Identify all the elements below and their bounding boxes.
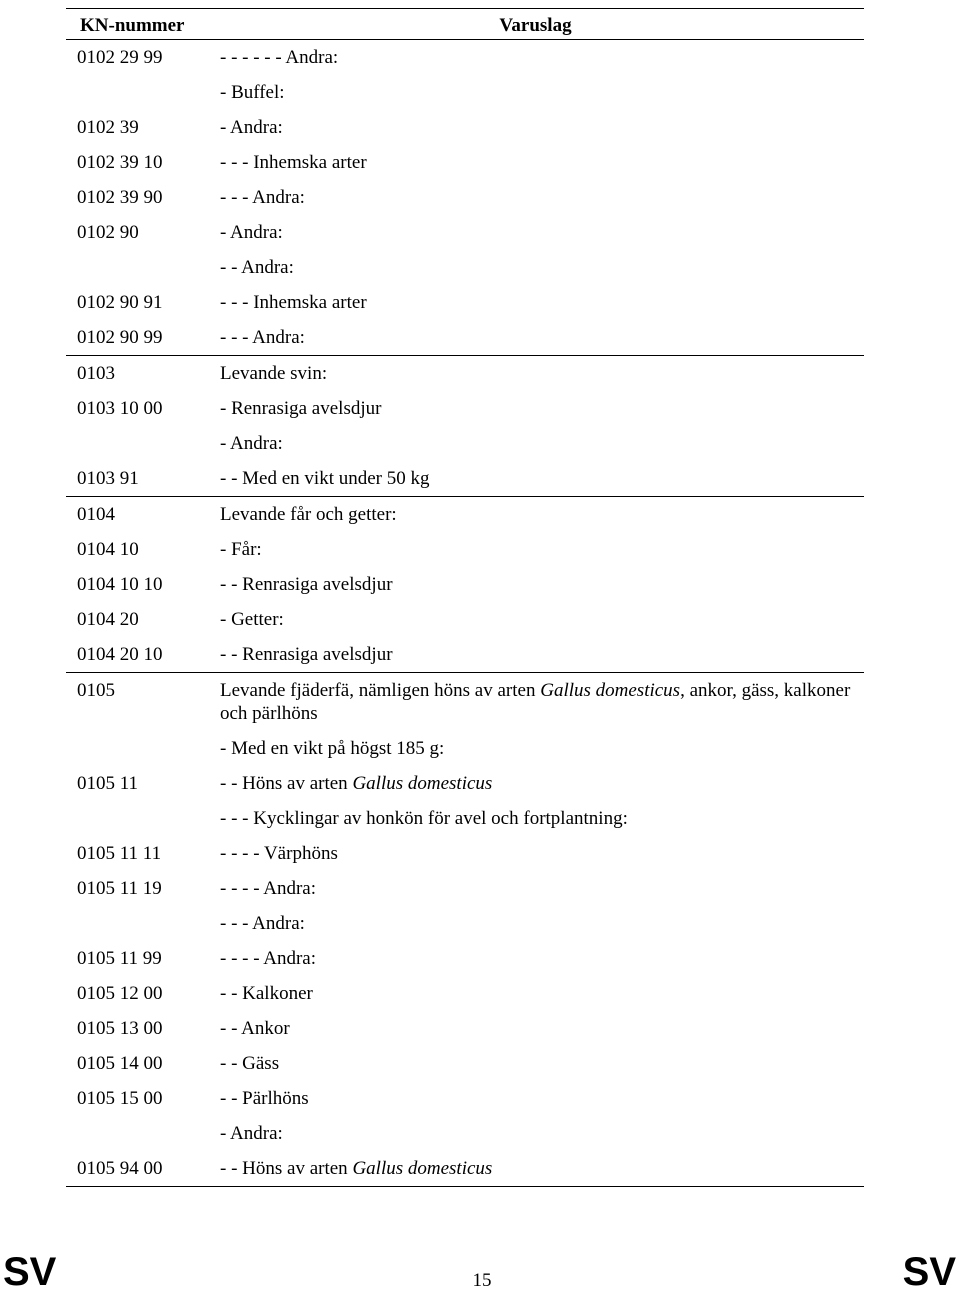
kn-code-cell: 0102 29 99 [77, 47, 163, 68]
kn-code-cell [66, 801, 217, 836]
table-row [66, 567, 864, 602]
species-name: Gallus domesticus [540, 680, 681, 701]
table-row [66, 250, 864, 285]
kn-code-cell: 0105 11 11 [77, 843, 162, 864]
kn-code-cell: 0103 10 00 [77, 398, 163, 419]
table-row [66, 673, 864, 732]
kn-code-cell: 0104 10 10 [77, 574, 163, 595]
header-varuslag: Varuslag [217, 9, 864, 40]
table-row [66, 40, 864, 76]
table-row [66, 497, 864, 533]
table-row [66, 871, 864, 906]
description-cell [217, 731, 864, 766]
description-text: - - - Inhemska arter [220, 152, 367, 173]
kn-code-cell: 0105 [77, 680, 115, 701]
kn-code-cell [66, 75, 217, 110]
description-text: - - Kalkoner [220, 983, 313, 1004]
table-row [66, 1081, 864, 1116]
description-cell [217, 602, 864, 637]
kn-code-cell: 0105 94 00 [66, 1151, 217, 1187]
table-body [66, 40, 864, 1187]
kn-code-cell: 0102 90 99 [66, 320, 217, 356]
description-text: - - Renrasiga avelsdjur [220, 644, 393, 665]
description-cell [217, 1116, 864, 1151]
description-cell [217, 906, 864, 941]
description-text: - - Ankor [220, 1018, 290, 1039]
description-text: - Renrasiga avelsdjur [220, 398, 382, 419]
kn-code-cell: 0105 13 00 [77, 1018, 163, 1039]
description-cell [217, 75, 864, 110]
page-number: 15 [472, 1270, 492, 1291]
description-text: - Andra: [220, 1123, 283, 1144]
kn-code-cell: 0102 39 10 [77, 152, 163, 173]
table-row [66, 1011, 864, 1046]
kn-code-cell: 0102 90 [77, 222, 139, 243]
description-text: - - - - Andra: [220, 948, 317, 969]
description-text: Levande svin: [220, 363, 328, 384]
language-label-left: SV [3, 1250, 57, 1294]
kn-code-cell [66, 250, 217, 285]
description-text: - - - Andra: [220, 327, 305, 348]
kn-code-cell: 0105 12 00 [77, 983, 163, 1004]
description-text: - Buffel: [220, 82, 285, 103]
description-text: - - - Andra: [220, 913, 305, 934]
table-row [66, 766, 864, 801]
species-name: Gallus domesticus [352, 1158, 493, 1179]
description-text: - Andra: [220, 222, 283, 243]
description-text: - Med en vikt på högst 185 g: [220, 738, 445, 759]
table-row [66, 941, 864, 976]
table-row [66, 145, 864, 180]
table-row [66, 602, 864, 637]
description-cell [217, 391, 864, 426]
description-text: - - - Andra: [220, 187, 305, 208]
kn-code-cell [66, 426, 217, 461]
table-row [66, 976, 864, 1011]
table-row [66, 906, 864, 941]
kn-code-cell: 0104 20 [77, 609, 139, 630]
description-cell [217, 1011, 864, 1046]
description-cell [217, 461, 864, 497]
table-row [66, 110, 864, 145]
description-text: - - Renrasiga avelsdjur [220, 574, 393, 595]
kn-code-cell: 0104 10 [77, 539, 139, 560]
kn-code-cell: 0105 11 99 [77, 948, 162, 969]
kn-code-cell: 0103 91 [66, 461, 217, 497]
description-cell [217, 250, 864, 285]
description-cell [217, 673, 864, 732]
table-row [66, 1116, 864, 1151]
description-cell [217, 836, 864, 871]
description-text: - - - Inhemska arter [220, 292, 367, 313]
description-cell [217, 766, 864, 801]
kn-code-cell: 0103 [77, 363, 115, 384]
description-cell [217, 1081, 864, 1116]
description-text: - - Med en vikt under 50 kg [220, 468, 430, 489]
table-row [66, 731, 864, 766]
table-header [66, 9, 864, 40]
table-row [66, 391, 864, 426]
description-text: - - Höns av arten [220, 773, 353, 794]
kn-code-cell: 0105 11 [77, 773, 139, 794]
description-text: Levande fjäderfä, nämligen höns av arten [220, 680, 541, 701]
table-row [66, 320, 864, 356]
description-cell [217, 801, 864, 836]
table-row [66, 356, 864, 392]
description-cell [217, 532, 864, 567]
description-text: - - - - Andra: [220, 878, 317, 899]
description-text: Levande får och getter: [220, 504, 397, 525]
description-text: - - Pärlhöns [220, 1088, 309, 1109]
table-row [66, 637, 864, 673]
tariff-table [66, 8, 864, 1187]
kn-code-cell: 0105 11 19 [77, 878, 162, 899]
description-text: - Getter: [220, 609, 284, 630]
table-row [66, 801, 864, 836]
description-text: - - - - Värphöns [220, 843, 338, 864]
description-text: - Får: [220, 539, 262, 560]
table-row [66, 426, 864, 461]
table-row [66, 836, 864, 871]
description-cell [217, 110, 864, 145]
kn-code-cell [66, 731, 217, 766]
species-name: Gallus domesticus [352, 773, 493, 794]
kn-code-cell: 0105 15 00 [77, 1088, 163, 1109]
description-cell [217, 356, 864, 392]
kn-code-cell: 0105 14 00 [77, 1053, 163, 1074]
description-cell [217, 1046, 864, 1081]
table-row [66, 215, 864, 250]
description-cell [217, 497, 864, 533]
kn-code-cell: 0102 39 [77, 117, 139, 138]
kn-code-cell [66, 906, 217, 941]
header-kn-nummer: KN-nummer [66, 9, 217, 40]
description-cell [217, 567, 864, 602]
description-text: - - Andra: [220, 257, 294, 278]
description-cell [217, 320, 864, 356]
description-cell [217, 871, 864, 906]
language-label-right: SV [902, 1250, 956, 1294]
kn-code-cell: 0104 20 10 [66, 637, 217, 673]
description-cell [217, 637, 864, 673]
description-cell [217, 145, 864, 180]
table-row [66, 461, 864, 497]
kn-code-cell: 0104 [77, 504, 115, 525]
description-text: , ankor, gäss, kalkoner och pärlhöns [220, 680, 851, 724]
description-cell [217, 40, 864, 76]
description-text: - Andra: [220, 117, 283, 138]
table-row [66, 180, 864, 215]
kn-code-cell: 0102 39 90 [77, 187, 163, 208]
description-cell [217, 976, 864, 1011]
description-text: - - Gäss [220, 1053, 280, 1074]
description-text: - - - - - - Andra: [220, 47, 339, 68]
description-cell [217, 941, 864, 976]
kn-code-cell: 0102 90 91 [77, 292, 163, 313]
description-text: - Andra: [220, 433, 283, 454]
table-row [66, 532, 864, 567]
description-cell [217, 215, 864, 250]
kn-code-cell [66, 1116, 217, 1151]
description-text: - - Höns av arten [220, 1158, 353, 1179]
description-cell [217, 1151, 864, 1187]
description-cell [217, 180, 864, 215]
table-row [66, 1151, 864, 1187]
table-row [66, 1046, 864, 1081]
description-text: - - - Kycklingar av honkön för avel och fortplantning: [220, 808, 628, 829]
table-row [66, 285, 864, 320]
description-cell [217, 426, 864, 461]
table-row [66, 75, 864, 110]
description-cell [217, 285, 864, 320]
